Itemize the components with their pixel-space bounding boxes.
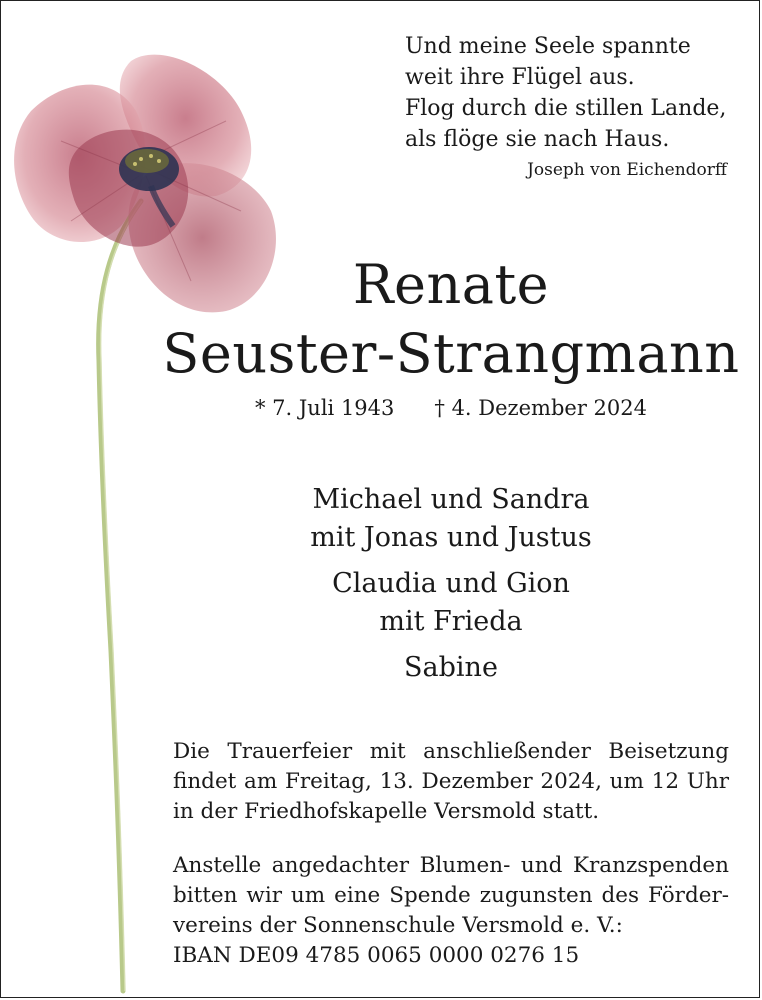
notice-line: Anstelle angedachter Blumen- und Kranzspenden xyxy=(173,853,729,878)
donation-notice xyxy=(173,851,729,971)
death-date: † 4. Dezember 2024 xyxy=(434,396,647,420)
family-line: Michael und Sandra xyxy=(312,484,590,515)
family-line: mit Jonas und Justus xyxy=(310,522,592,553)
poem-line: Und meine Seele spannte xyxy=(405,34,691,59)
poem-author: Joseph von Eichendorff xyxy=(527,160,727,180)
life-dates xyxy=(151,396,751,420)
family-line: Sabine xyxy=(404,652,498,683)
deceased-first-name: Renate xyxy=(352,253,550,316)
notice-line: vereins der Sonnenschule Versmold e. V.: xyxy=(173,913,623,938)
deceased-last-name: Seuster-Strangmann xyxy=(162,322,740,385)
notice-line: findet am Freitag, 13. Dezember 2024, um 12 Uhr xyxy=(173,769,729,794)
notice-line: Die Trauerfeier mit anschließender Beisetzung xyxy=(173,739,729,764)
birth-date: * 7. Juli 1943 xyxy=(255,396,395,420)
iban-line: IBAN DE09 4785 0065 0000 0276 15 xyxy=(173,943,580,968)
notice-line: bitten wir um eine Spende zugunsten des Förder- xyxy=(173,883,729,908)
poem-line: Flog durch die stillen Lande, xyxy=(405,96,727,121)
family-group xyxy=(151,649,751,687)
poem-line: als flöge sie nach Haus. xyxy=(405,127,670,152)
family-mourners xyxy=(151,481,751,695)
poem xyxy=(405,31,735,185)
stem xyxy=(99,201,141,991)
family-group xyxy=(151,565,751,641)
family-line: mit Frieda xyxy=(379,606,523,637)
funeral-ceremony-notice xyxy=(173,737,729,827)
notice-line: in der Friedhofskapelle Versmold statt. xyxy=(173,799,600,824)
family-line: Claudia und Gion xyxy=(332,568,570,599)
poem-line: weit ihre Flügel aus. xyxy=(405,65,635,90)
family-group xyxy=(151,481,751,557)
